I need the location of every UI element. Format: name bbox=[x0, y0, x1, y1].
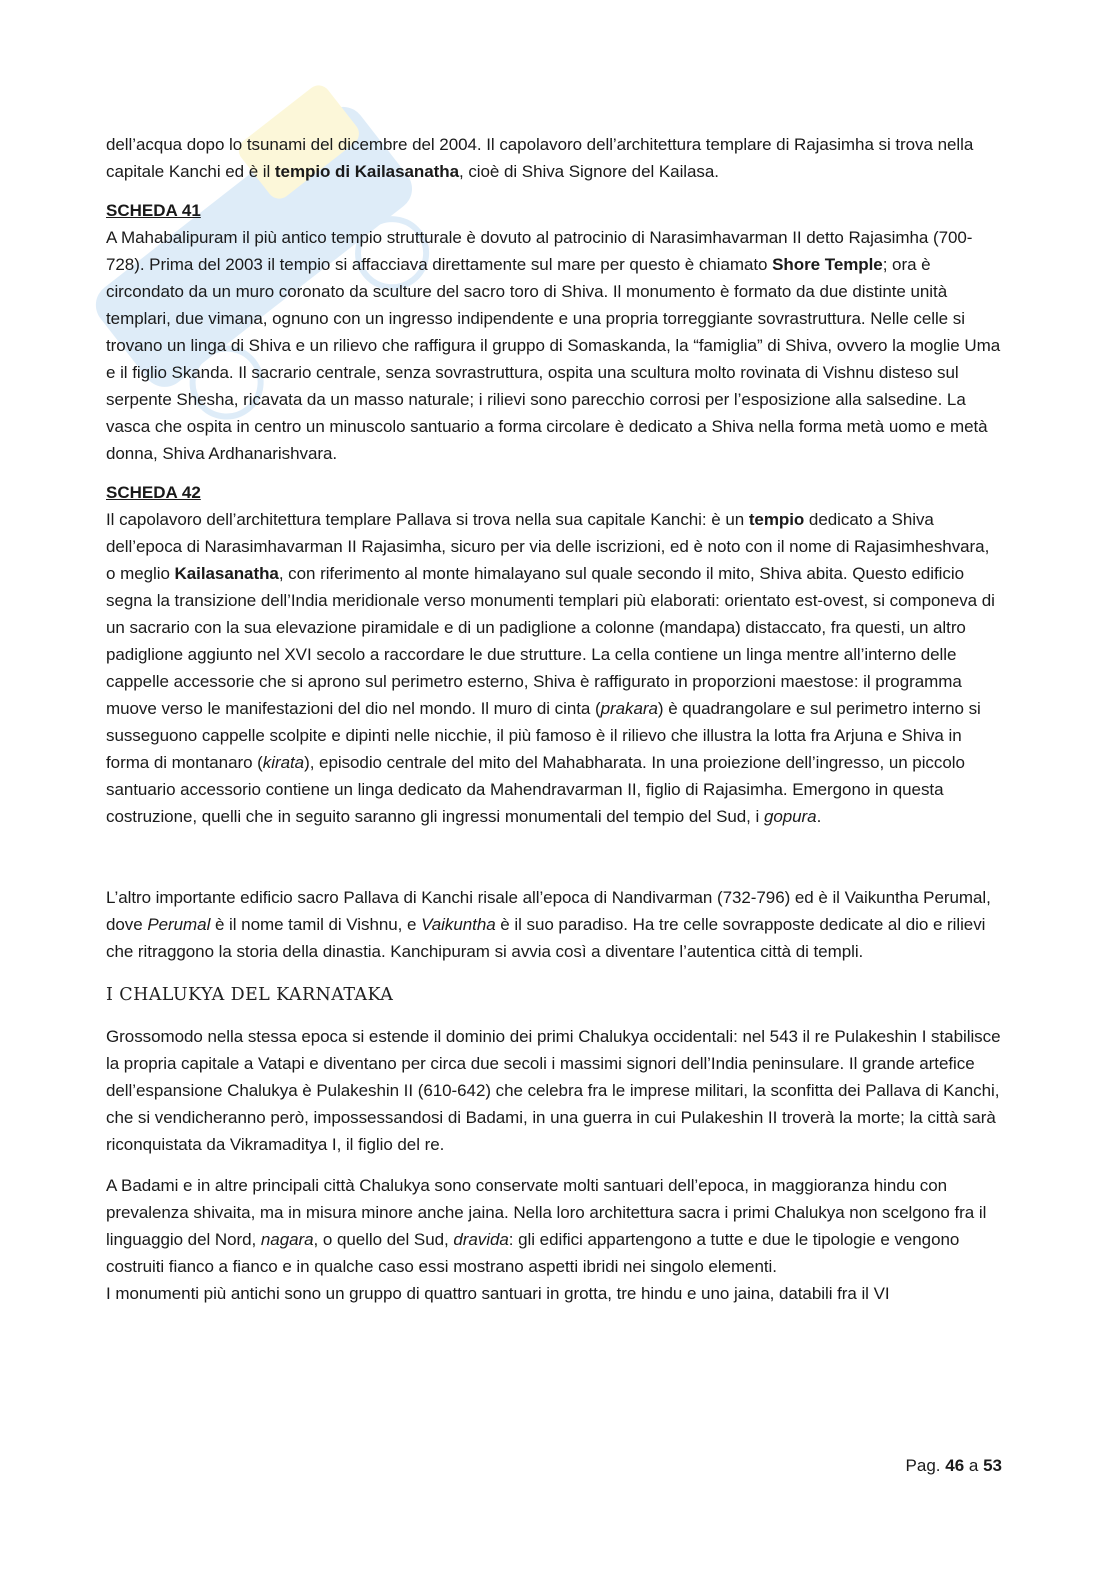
intro-paragraph: dell’acqua dopo lo tsunami del dicembre del 2004. Il capolavoro dell’architettura templare di Rajasimha si trova nella capitale Kanchi ed è il tempio di Kailasanatha, cioè di Shiva Signore del Kailasa. bbox=[106, 135, 974, 181]
section-title-chalukya: I CHALUKYA DEL KARNATAKA bbox=[106, 985, 394, 1005]
scheda-41-heading: SCHEDA 41 bbox=[106, 201, 201, 220]
chalukya-paragraph-3: I monumenti più antichi sono un gruppo di quattro santuari in grotta, tre hindu e uno jaina, databili fra il VI bbox=[106, 1284, 890, 1303]
chalukya-paragraph-2: A Badami e in altre principali città Chalukya sono conservate molti santuari dell’epoca, in maggioranza hindu con prevalenza shivaita, ma in misura minore anche jaina. Nella loro architettura sacra i primi Chalukya non scelgono fra il linguaggio del Nord, nagara, o quello del Sud, dravida: gli edifici appartengono a tutte e due le tipologie e vengono costruiti fianco a fianco e in qualche caso essi mostrano aspetti ibridi nei singolo elementi. bbox=[106, 1176, 987, 1276]
scheda-42-heading: SCHEDA 42 bbox=[106, 483, 201, 502]
document-page bbox=[106, 131, 1002, 1307]
scheda-42-paragraph: Il capolavoro dell’architettura templare Pallava si trova nella sua capitale Kanchi: è un tempio dedicato a Shiva dell’epoca di Narasimhavarman II Rajasimha, sicuro per via delle iscrizioni, ed è noto con il nome di Rajasimheshvara, o meglio Kailasanatha, con riferimento al monte himalayano sul quale secondo il mito, Shiva abita. Questo edificio segna la transizione dell’India meridionale verso monumenti templari più elaborati: orientato est-ovest, si componeva di un sacrario con la sua elevazione piramidale e di un padiglione a colonne (mandapa) distaccato, fra questi, un altro padiglione aggiunto nel XVI secolo a raccordare le due strutture. La cella contiene un linga mentre all’interno delle cappelle accessorie che si aprono sul perimetro esterno, Shiva è raffigurato in proporzioni maestose: il programma muove verso le manifestazioni del dio nel mondo. Il muro di cinta (prakara) è quadrangolare e sul perimetro interno si susseguono cappelle scolpite e dipinti nelle nicchie, il più famoso è il rilievo che illustra la lotta fra Arjuna e Shiva in forma di montanaro (kirata), episodio centrale del mito del Mahabharata. In una proiezione dell’ingresso, un piccolo santuario accessorio contiene un linga dedicato da Mahendravarman II, figlio di Rajasimha. Emergono in questa costruzione, quelli che in seguito saranno gli ingressi monumentali del tempio del Sud, i gopura. bbox=[106, 510, 995, 826]
vaikuntha-paragraph: L’altro importante edificio sacro Pallava di Kanchi risale all’epoca di Nandivarman (732-796) ed è il Vaikuntha Perumal, dove Perumal è il nome tamil di Vishnu, e Vaikuntha è il suo paradiso. Ha tre celle sovrapposte dedicate al dio e rilievi che ritraggono la storia della dinastia. Kanchipuram si avvia così a diventare l’autentica città di templi. bbox=[106, 888, 991, 961]
scheda-41-paragraph: A Mahabalipuram il più antico tempio strutturale è dovuto al patrocinio di Narasimhavarman II detto Rajasimha (700-728). Prima del 2003 il tempio si affacciava direttamente sul mare per questo è chiamato Shore Temple; ora è circondato da un muro coronato da sculture del sacro toro di Shiva. Il monumento è formato da due distinte unità templari, due vimana, ognuno con un ingresso indipendente e una propria torreggiante sovrastruttura. Nelle celle si trovano un linga di Shiva e un rilievo che raffigura il gruppo di Somaskanda, la “famiglia” di Shiva, ovvero la moglie Uma e il figlio Skanda. Il sacrario centrale, senza sovrastruttura, ospita una scultura molto rovinata di Vishnu disteso sul serpente Shesha, ricavata da un masso naturale; i rilievi sono parecchio corrosi per l’esposizione alla salsedine. La vasca che ospita in centro un minuscolo santuario a forma circolare è dedicato a Shiva nella forma metà uomo e metà donna, Shiva Ardhanarishvara. bbox=[106, 228, 1001, 463]
page-number: Pag. 46 a 53 bbox=[905, 1456, 1002, 1475]
chalukya-paragraph-1: Grossomodo nella stessa epoca si estende il dominio dei primi Chalukya occidentali: nel 543 il re Pulakeshin I stabilisce la propria capitale a Vatapi e diventano per circa due secoli i massimi signori dell’India peninsulare. Il grande artefice dell’espansione Chalukya è Pulakeshin II (610-642) che celebra fra le imprese militari, la sconfitta dei Pallava di Kanchi, che si vendicheranno però, impossessandosi di Badami, in una guerra in cui Pulakeshin II troverà la morte; la città sarà riconquistata da Vikramaditya I, il figlio del re. bbox=[106, 1027, 1001, 1154]
